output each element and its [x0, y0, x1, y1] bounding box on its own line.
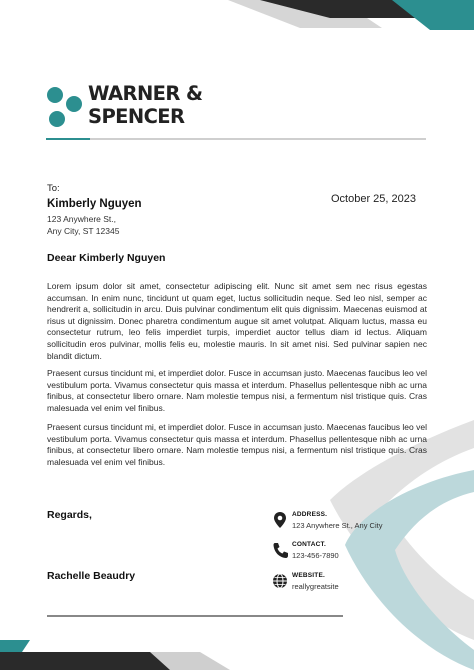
- address-label: ADDRESS.: [292, 511, 328, 518]
- phone-icon: [272, 541, 288, 559]
- phone-label: CONTACT.: [292, 541, 326, 548]
- company-logo: [46, 82, 266, 132]
- logo-line-2: SPENCER: [88, 105, 185, 128]
- website-value: reallygreatsite: [292, 582, 339, 591]
- body-paragraph-1: Lorem ipsum dolor sit amet, consectetur adipiscing elit. Nunc sit amet sem nec risus egestas accumsan. In enim nunc, tincidunt ut quam eget, luctus sollicitudin neque. Sed leo nisl, semper ac hendrerit a, sollicitudin in arcu. Duis pulvinar condimentum elit quis dignissim. Maecenas euismod at risus ut dignissim. Donec pharetra condimentum augue sit amet volutpat. Aliquam luctus, massa eu consectetur rutrum, leo felis imperdiet turpis, imperdiet auctor tellus diam id lectus. Aliquam sollicitudin eros pulvinar, mollis felis eu, molestie mauris. In sit amet nisi. Sed pulvinar sapien nec blandit dictum.: [47, 281, 427, 361]
- salutation: Deear Kimberly Nguyen: [47, 252, 166, 264]
- website-label: WEBSITE.: [292, 572, 326, 579]
- body-paragraph-2: Praesent cursus tincidunt mi, et imperdiet dolor. Fusce in accumsan justo. Maecenas faucibus leo vel vestibulum porta. Vivamus consectetur quis massa et interdum. Phasellus pellentesque nibh ac urna finibus, at consectetur libero ornare. Nam molestie tempus nisi, a fermentum nisl tristique quis. Cras malesuada vel enim vel finibus.: [47, 368, 427, 413]
- logo-wordmark: [88, 82, 202, 128]
- body-paragraph-3: Praesent cursus tincidunt mi, et imperdiet dolor. Fusce in accumsan justo. Maecenas faucibus leo vel vestibulum porta. Vivamus consectetur quis massa et interdum. Phasellus pellentesque nibh ac urna finibus, at consectetur libero ornare. Nam molestie tempus nisi, a fermentum nisl tristique quis. Cras malesuada vel enim vel finibus.: [47, 422, 427, 467]
- address-value: 123 Anywhere St., Any City: [292, 521, 383, 530]
- header-divider: [46, 138, 426, 140]
- logo-line-1: WARNER &: [88, 82, 203, 105]
- globe-icon: [272, 572, 288, 590]
- signer-name: Rachelle Beaudry: [47, 570, 136, 582]
- contact-website: [272, 572, 432, 598]
- logo-circles-icon: [46, 84, 86, 130]
- footer-divider: [47, 615, 343, 617]
- phone-value: 123-456-7890: [292, 551, 339, 560]
- contact-phone: [272, 541, 432, 567]
- recipient-address-line-1: 123 Anywhere St.,: [47, 214, 116, 224]
- location-pin-icon: [272, 511, 288, 529]
- to-label: To:: [47, 183, 60, 194]
- contact-address: [272, 511, 432, 537]
- header-divider-accent: [46, 138, 90, 140]
- recipient-name: Kimberly Nguyen: [47, 198, 142, 210]
- letter-date: October 25, 2023: [330, 193, 416, 205]
- recipient-address-line-2: Any City, ST 12345: [47, 226, 120, 236]
- closing: Regards,: [47, 509, 92, 521]
